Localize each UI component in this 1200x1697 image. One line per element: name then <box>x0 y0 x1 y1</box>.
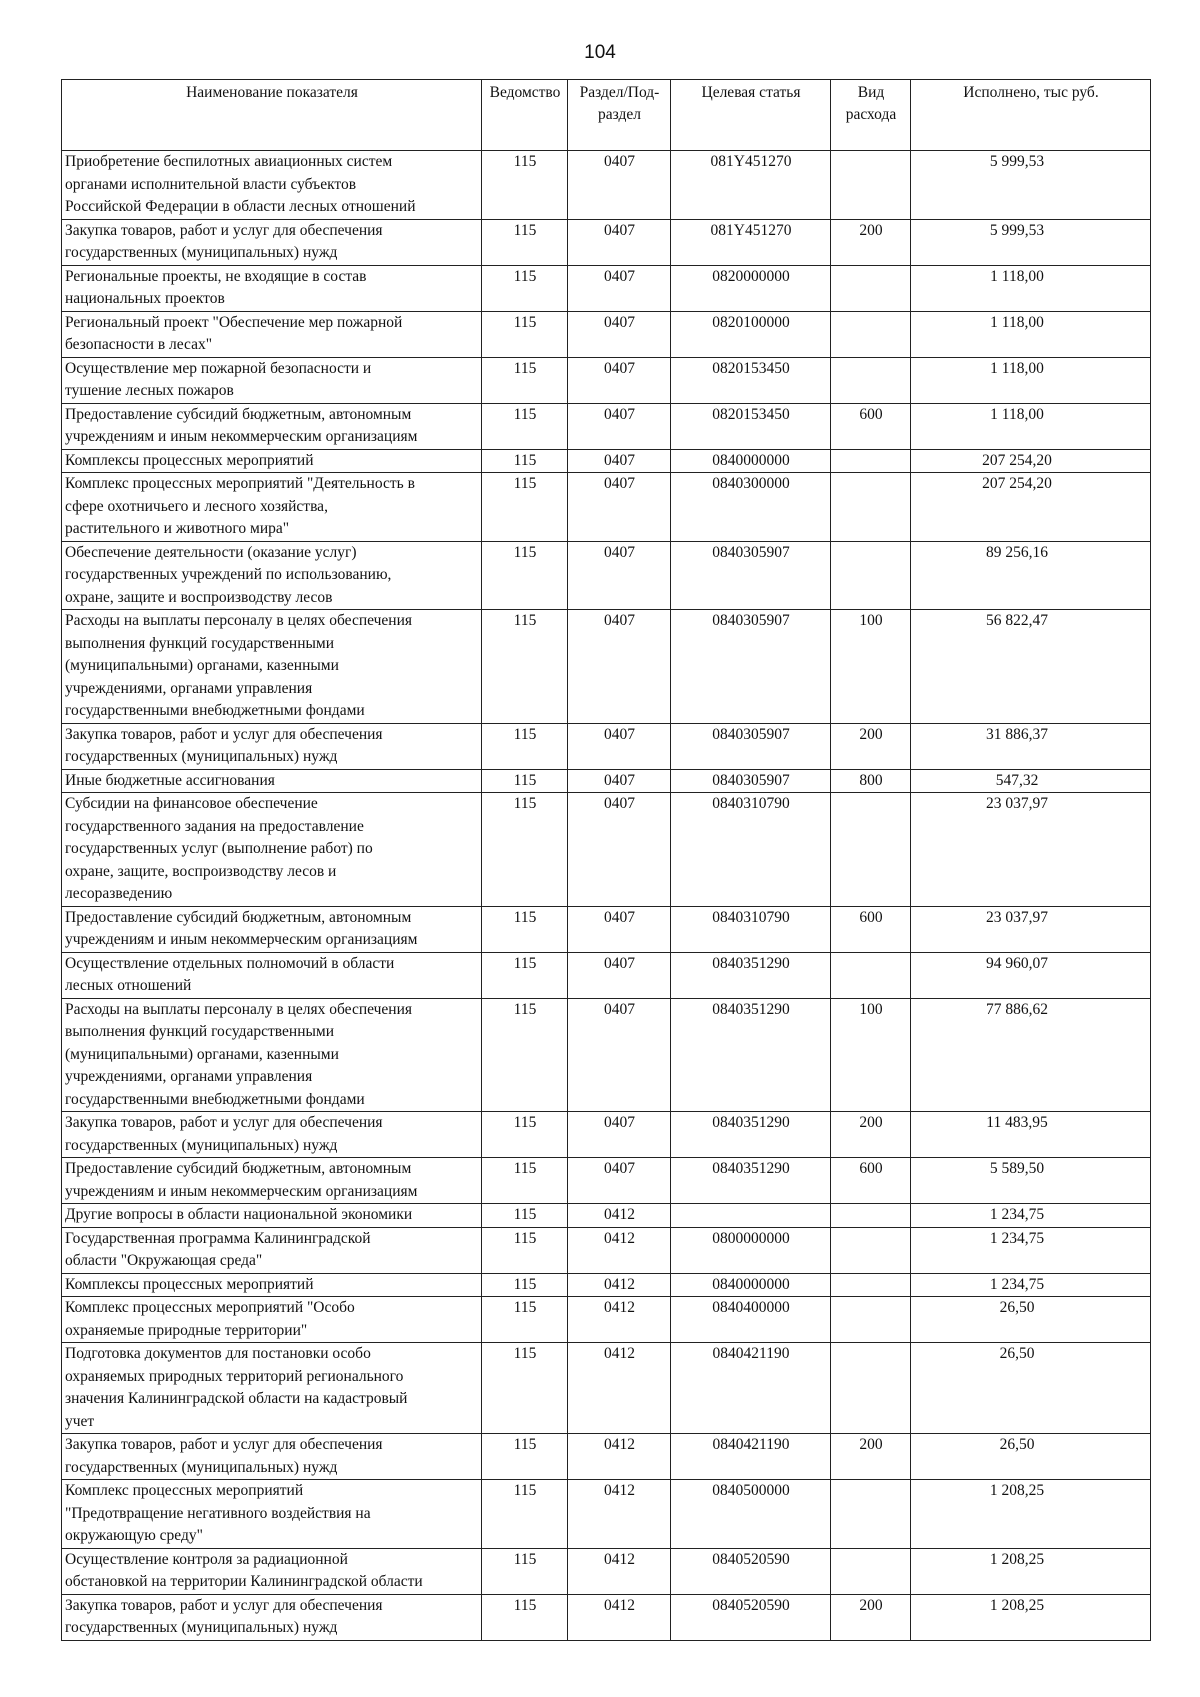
row-name-line: (муниципальными) органами, казенными <box>65 657 339 674</box>
table-row <box>62 952 1151 998</box>
row-section-cell: 0407 <box>568 610 671 724</box>
row-dept-cell: 115 <box>482 219 568 265</box>
row-kind-cell <box>831 357 911 403</box>
row-name-line: Региональные проекты, не входящие в состав <box>65 267 367 285</box>
row-name-line: Закупка товаров, работ и услуг для обеспечения <box>65 725 383 743</box>
table-header-row <box>62 80 1151 151</box>
row-name-cell <box>62 473 482 542</box>
row-name-cell <box>62 998 482 1112</box>
row-name-line: выполнения функций государственными <box>65 1023 335 1040</box>
row-name-line: Предоставление субсидий бюджетным, автономным <box>65 1160 412 1177</box>
row-name-line: Комплекс процессных мероприятий "Особо <box>65 1299 355 1316</box>
row-dept-cell: 115 <box>482 1112 568 1158</box>
row-name-line: Подготовка документов для постановки особо <box>65 1345 371 1362</box>
header-executed: Исполнено, тыс руб. <box>911 80 1151 151</box>
row-kind-cell <box>831 793 911 907</box>
row-target-cell: 0840305907 <box>671 541 831 610</box>
row-name-line: учреждениями, органами управления <box>65 679 313 697</box>
row-name-line: Закупка товаров, работ и услуг для обеспечения <box>65 221 383 239</box>
header-dept: Ведомство <box>482 80 568 151</box>
row-target-cell: 0840351290 <box>671 952 831 998</box>
row-target-cell: 0840000000 <box>671 1273 831 1297</box>
header-name: Наименование показателя <box>62 80 482 151</box>
table-row <box>62 541 1151 610</box>
row-target-cell: 0820153450 <box>671 403 831 449</box>
row-section-cell: 0407 <box>568 473 671 542</box>
row-name-line: Закупка товаров, работ и услуг для обеспечения <box>65 1114 383 1131</box>
row-dept-cell: 115 <box>482 541 568 610</box>
row-kind-cell <box>831 1480 911 1549</box>
row-section-cell: 0407 <box>568 151 671 220</box>
row-kind-cell: 200 <box>831 219 911 265</box>
row-dept-cell: 115 <box>482 1273 568 1297</box>
row-kind-cell <box>831 1297 911 1343</box>
row-name-line: области "Окружающая среда" <box>65 1252 263 1269</box>
row-name-line: Субсидии на финансовое обеспечение <box>65 795 318 812</box>
row-dept-cell: 115 <box>482 1158 568 1204</box>
row-section-cell: 0407 <box>568 449 671 473</box>
row-name-line: Комплекс процессных мероприятий <box>65 1482 304 1499</box>
row-name-line: лесоразведению <box>65 885 173 902</box>
row-kind-cell: 800 <box>831 769 911 793</box>
row-name-line: учреждениям и иным некоммерческим организациям <box>65 1182 418 1200</box>
row-section-cell: 0407 <box>568 357 671 403</box>
row-executed-cell: 1 208,25 <box>911 1594 1151 1640</box>
row-name-line: национальных проектов <box>65 290 225 307</box>
row-executed-cell: 77 886,62 <box>911 998 1151 1112</box>
row-name-line: Закупка товаров, работ и услуг для обеспечения <box>65 1436 383 1453</box>
row-target-cell: 0840305907 <box>671 723 831 769</box>
header-section-line-2: раздел <box>598 106 641 123</box>
row-name-line: учреждениям и иным некоммерческим организациям <box>65 931 418 948</box>
row-name-line: окружающую среду" <box>65 1527 203 1544</box>
row-name-cell <box>62 610 482 724</box>
row-dept-cell: 115 <box>482 449 568 473</box>
row-section-cell: 0407 <box>568 1158 671 1204</box>
row-name-line: государственными внебюджетными фондами <box>65 702 365 719</box>
row-kind-cell: 200 <box>831 1434 911 1480</box>
row-executed-cell: 1 234,75 <box>911 1273 1151 1297</box>
table-row <box>62 1594 1151 1640</box>
row-dept-cell: 115 <box>482 1434 568 1480</box>
row-target-cell: 081Y451270 <box>671 151 831 220</box>
row-executed-cell: 1 234,75 <box>911 1204 1151 1228</box>
row-name-line: Расходы на выплаты персоналу в целях обеспечения <box>65 1000 413 1018</box>
table-row <box>62 311 1151 357</box>
row-name-line: Расходы на выплаты персоналу в целях обеспечения <box>65 612 413 629</box>
row-section-cell: 0412 <box>568 1343 671 1434</box>
table-row <box>62 723 1151 769</box>
row-executed-cell: 1 118,00 <box>911 265 1151 311</box>
row-dept-cell: 115 <box>482 265 568 311</box>
table-row <box>62 151 1151 220</box>
row-kind-cell: 200 <box>831 1594 911 1640</box>
row-target-cell: 0800000000 <box>671 1227 831 1273</box>
table-row <box>62 265 1151 311</box>
row-dept-cell: 115 <box>482 1480 568 1549</box>
row-section-cell: 0407 <box>568 219 671 265</box>
row-target-cell: 0840421190 <box>671 1343 831 1434</box>
row-kind-cell: 200 <box>831 1112 911 1158</box>
row-name-line: Комплекс процессных мероприятий "Деятельность в <box>65 475 415 492</box>
row-section-cell: 0407 <box>568 769 671 793</box>
row-name-cell <box>62 357 482 403</box>
header-kind-line-2: расхода <box>845 106 897 123</box>
row-target-cell: 0820000000 <box>671 265 831 311</box>
row-kind-cell <box>831 1548 911 1594</box>
row-executed-cell: 5 999,53 <box>911 151 1151 220</box>
table-row <box>62 1548 1151 1594</box>
row-dept-cell: 115 <box>482 357 568 403</box>
row-name-line: государственных (муниципальных) нужд <box>65 1458 338 1476</box>
table-row <box>62 1158 1151 1204</box>
row-executed-cell: 23 037,97 <box>911 793 1151 907</box>
table-row <box>62 219 1151 265</box>
table-row <box>62 1434 1151 1480</box>
row-kind-cell <box>831 473 911 542</box>
row-name-line: Предоставление субсидий бюджетным, автономным <box>65 405 412 423</box>
row-section-cell: 0412 <box>568 1480 671 1549</box>
row-target-cell: 081Y451270 <box>671 219 831 265</box>
row-section-cell: 0407 <box>568 541 671 610</box>
row-executed-cell: 89 256,16 <box>911 541 1151 610</box>
table-row <box>62 1480 1151 1549</box>
row-kind-cell: 100 <box>831 998 911 1112</box>
row-name-line: государственных (муниципальных) нужд <box>65 1136 338 1154</box>
row-name-line: Приобретение беспилотных авиационных систем <box>65 153 393 170</box>
row-executed-cell: 207 254,20 <box>911 449 1151 473</box>
row-name-line: охраняемых природных территорий регионального <box>65 1367 404 1385</box>
row-target-cell: 0840351290 <box>671 1158 831 1204</box>
row-executed-cell: 547,32 <box>911 769 1151 793</box>
row-dept-cell: 115 <box>482 1227 568 1273</box>
row-target-cell: 0840520590 <box>671 1548 831 1594</box>
row-executed-cell: 1 208,25 <box>911 1548 1151 1594</box>
row-name-line: растительного и животного мира" <box>65 520 290 537</box>
row-name-line: значения Калининградской области на кадастровый <box>65 1390 408 1407</box>
row-section-cell: 0407 <box>568 403 671 449</box>
row-target-cell: 0840305907 <box>671 610 831 724</box>
row-executed-cell: 11 483,95 <box>911 1112 1151 1158</box>
row-section-cell: 0407 <box>568 793 671 907</box>
row-executed-cell: 207 254,20 <box>911 473 1151 542</box>
row-kind-cell <box>831 449 911 473</box>
row-kind-cell <box>831 1343 911 1434</box>
row-kind-cell: 200 <box>831 723 911 769</box>
table-row <box>62 769 1151 793</box>
header-section <box>568 80 671 151</box>
row-executed-cell: 26,50 <box>911 1297 1151 1343</box>
row-kind-cell <box>831 1273 911 1297</box>
row-name-cell <box>62 151 482 220</box>
row-kind-cell <box>831 541 911 610</box>
row-name-cell <box>62 1343 482 1434</box>
row-dept-cell: 115 <box>482 151 568 220</box>
row-dept-cell: 115 <box>482 998 568 1112</box>
row-section-cell: 0407 <box>568 265 671 311</box>
row-dept-cell: 115 <box>482 473 568 542</box>
row-kind-cell <box>831 1227 911 1273</box>
row-executed-cell: 1 118,00 <box>911 311 1151 357</box>
row-name-cell: Комплексы процессных мероприятий <box>62 1273 482 1297</box>
header-kind <box>831 80 911 151</box>
row-name-cell <box>62 1548 482 1594</box>
row-name-cell <box>62 723 482 769</box>
row-target-cell: 0840520590 <box>671 1594 831 1640</box>
header-target: Целевая статья <box>671 80 831 151</box>
row-name-line: "Предотвращение негативного воздействия на <box>65 1504 371 1522</box>
budget-table <box>61 79 1151 1641</box>
row-name-cell <box>62 219 482 265</box>
row-name-line: государственными внебюджетными фондами <box>65 1090 365 1108</box>
row-section-cell: 0412 <box>568 1227 671 1273</box>
row-name-line: учреждениями, органами управления <box>65 1068 313 1085</box>
row-name-line: лесных отношений <box>65 977 192 994</box>
row-dept-cell: 115 <box>482 311 568 357</box>
row-target-cell: 0840305907 <box>671 769 831 793</box>
row-name-line: государственных (муниципальных) нужд <box>65 748 338 765</box>
row-name-line: учреждениям и иным некоммерческим организациям <box>65 428 418 445</box>
row-name-cell <box>62 1158 482 1204</box>
row-dept-cell: 115 <box>482 403 568 449</box>
row-name-line: Российской Федерации в области лесных отношений <box>65 198 416 215</box>
row-executed-cell: 31 886,37 <box>911 723 1151 769</box>
row-section-cell: 0412 <box>568 1297 671 1343</box>
row-name-cell <box>62 1227 482 1273</box>
table-body <box>62 151 1151 1641</box>
table-row <box>62 793 1151 907</box>
table-row <box>62 449 1151 473</box>
row-dept-cell: 115 <box>482 723 568 769</box>
row-name-line: Государственная программа Калининградской <box>65 1229 371 1247</box>
row-section-cell: 0407 <box>568 906 671 952</box>
row-dept-cell: 115 <box>482 610 568 724</box>
row-name-cell <box>62 906 482 952</box>
row-name-cell <box>62 265 482 311</box>
row-name-cell <box>62 793 482 907</box>
row-target-cell: 0840300000 <box>671 473 831 542</box>
row-name-cell: Другие вопросы в области национальной экономики <box>62 1204 482 1228</box>
table-row <box>62 1297 1151 1343</box>
row-name-line: государственных (муниципальных) нужд <box>65 1619 338 1636</box>
header-kind-line-1: Вид <box>857 84 885 101</box>
row-name-line: Обеспечение деятельности (оказание услуг) <box>65 543 357 561</box>
row-executed-cell: 94 960,07 <box>911 952 1151 998</box>
page-number: 104 <box>584 42 616 63</box>
row-name-cell <box>62 403 482 449</box>
row-executed-cell: 56 822,47 <box>911 610 1151 724</box>
row-target-cell: 0840310790 <box>671 906 831 952</box>
row-name-line: Закупка товаров, работ и услуг для обеспечения <box>65 1596 383 1614</box>
row-name-line: Осуществление отдельных полномочий в области <box>65 954 395 972</box>
row-target-cell: 0840310790 <box>671 793 831 907</box>
table-row <box>62 906 1151 952</box>
row-name-line: сфере охотничьего и лесного хозяйства, <box>65 497 328 515</box>
row-executed-cell: 1 118,00 <box>911 403 1151 449</box>
row-kind-cell: 600 <box>831 403 911 449</box>
row-section-cell: 0407 <box>568 1112 671 1158</box>
row-dept-cell: 115 <box>482 769 568 793</box>
table-row <box>62 1204 1151 1228</box>
row-executed-cell: 1 118,00 <box>911 357 1151 403</box>
row-dept-cell: 115 <box>482 1297 568 1343</box>
row-kind-cell <box>831 311 911 357</box>
row-target-cell: 0840500000 <box>671 1480 831 1549</box>
row-section-cell: 0412 <box>568 1434 671 1480</box>
row-name-line: государственных услуг (выполнение работ) по <box>65 840 373 857</box>
table-row <box>62 1227 1151 1273</box>
row-kind-cell: 100 <box>831 610 911 724</box>
row-name-cell: Иные бюджетные ассигнования <box>62 769 482 793</box>
table-row <box>62 998 1151 1112</box>
row-name-line: охране, защите, воспроизводству лесов и <box>65 862 337 880</box>
table-row <box>62 1343 1151 1434</box>
row-dept-cell: 115 <box>482 1548 568 1594</box>
row-executed-cell: 26,50 <box>911 1434 1151 1480</box>
row-section-cell: 0407 <box>568 952 671 998</box>
row-executed-cell: 5 999,53 <box>911 219 1151 265</box>
row-section-cell: 0412 <box>568 1548 671 1594</box>
row-name-cell <box>62 541 482 610</box>
row-name-line: безопасности в лесах" <box>65 336 213 353</box>
table-row <box>62 473 1151 542</box>
row-name-line: обстановкой на территории Калининградской области <box>65 1573 423 1590</box>
row-dept-cell: 115 <box>482 906 568 952</box>
table-row <box>62 403 1151 449</box>
row-section-cell: 0407 <box>568 311 671 357</box>
row-target-cell: 0820100000 <box>671 311 831 357</box>
row-name-line: Региональный проект "Обеспечение мер пожарной <box>65 313 403 331</box>
row-target-cell: 0840351290 <box>671 1112 831 1158</box>
row-name-line: Осуществление контроля за радиационной <box>65 1550 348 1568</box>
table-row <box>62 357 1151 403</box>
row-kind-cell <box>831 265 911 311</box>
row-name-line: государственных (муниципальных) нужд <box>65 244 338 261</box>
row-target-cell: 0840000000 <box>671 449 831 473</box>
row-kind-cell <box>831 151 911 220</box>
row-target-cell: 0840421190 <box>671 1434 831 1480</box>
row-name-line: (муниципальными) органами, казенными <box>65 1045 339 1063</box>
row-name-cell <box>62 1594 482 1640</box>
row-target-cell: 0820153450 <box>671 357 831 403</box>
row-dept-cell: 115 <box>482 793 568 907</box>
row-section-cell: 0407 <box>568 723 671 769</box>
row-kind-cell <box>831 952 911 998</box>
row-name-line: охраняемые природные территории" <box>65 1321 308 1339</box>
row-executed-cell: 1 208,25 <box>911 1480 1151 1549</box>
row-name-line: органами исполнительной власти субъектов <box>65 175 357 193</box>
row-name-cell <box>62 1434 482 1480</box>
row-executed-cell: 23 037,97 <box>911 906 1151 952</box>
row-name-line: охране, защите и воспроизводству лесов <box>65 588 333 606</box>
row-name-line: Осуществление мер пожарной безопасности и <box>65 359 372 377</box>
row-kind-cell: 600 <box>831 906 911 952</box>
row-name-cell <box>62 1297 482 1343</box>
table-row <box>62 610 1151 724</box>
row-name-cell <box>62 1112 482 1158</box>
row-executed-cell: 1 234,75 <box>911 1227 1151 1273</box>
row-section-cell: 0412 <box>568 1594 671 1640</box>
row-target-cell: 0840351290 <box>671 998 831 1112</box>
row-name-line: Предоставление субсидий бюджетным, автономным <box>65 908 412 926</box>
row-name-cell <box>62 311 482 357</box>
row-executed-cell: 5 589,50 <box>911 1158 1151 1204</box>
row-name-line: государственных учреждений по использованию, <box>65 566 392 583</box>
row-name-cell <box>62 952 482 998</box>
row-dept-cell: 115 <box>482 1594 568 1640</box>
row-section-cell: 0407 <box>568 998 671 1112</box>
row-name-cell: Комплексы процессных мероприятий <box>62 449 482 473</box>
row-target-cell: 0840400000 <box>671 1297 831 1343</box>
row-dept-cell: 115 <box>482 1343 568 1434</box>
row-section-cell: 0412 <box>568 1204 671 1228</box>
table-row <box>62 1112 1151 1158</box>
row-section-cell: 0412 <box>568 1273 671 1297</box>
row-executed-cell: 26,50 <box>911 1343 1151 1434</box>
table-row <box>62 1273 1151 1297</box>
row-name-line: государственного задания на предоставление <box>65 817 364 835</box>
row-kind-cell <box>831 1204 911 1228</box>
row-name-line: учет <box>65 1412 95 1430</box>
row-dept-cell: 115 <box>482 952 568 998</box>
row-dept-cell: 115 <box>482 1204 568 1228</box>
header-section-line-1: Раздел/Под- <box>579 84 660 101</box>
row-name-line: тушение лесных пожаров <box>65 382 234 399</box>
row-kind-cell: 600 <box>831 1158 911 1204</box>
row-target-cell <box>671 1204 831 1228</box>
row-name-cell <box>62 1480 482 1549</box>
row-name-line: выполнения функций государственными <box>65 634 335 652</box>
